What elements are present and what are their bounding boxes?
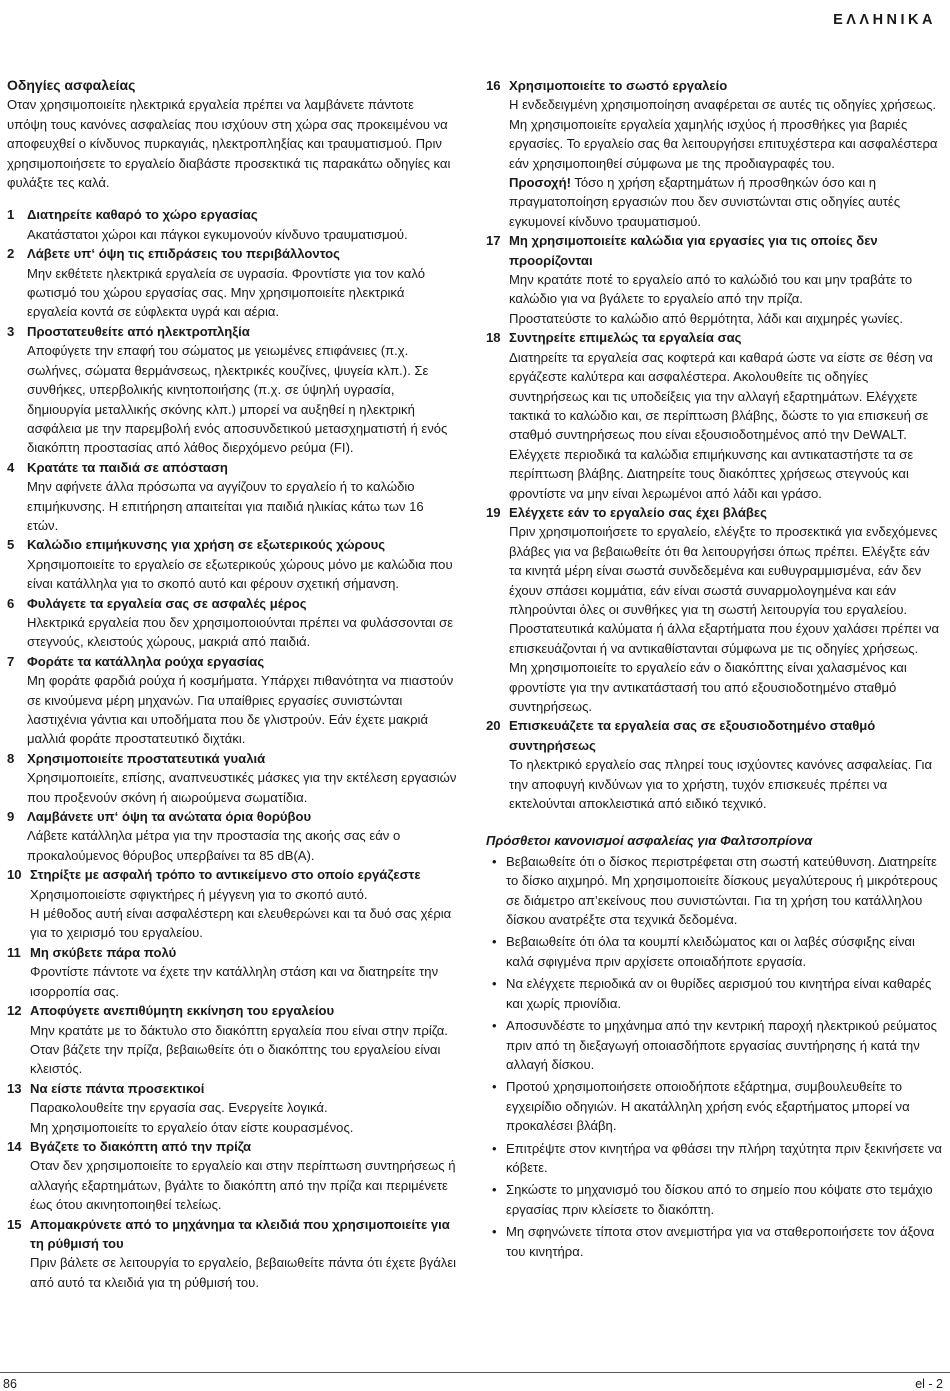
item-number: 18	[486, 330, 501, 346]
right-column	[486, 76, 942, 1264]
item-body	[30, 885, 457, 943]
note-text: Τόσο η χρήση εξαρτημάτων ή προσθηκών όσο και η πραγματοποίηση εργασιών που δεν συνιστώνται στις οδηγίες αυτές εγκυμονεί κίνδυνο τραυματισμού.	[509, 175, 901, 229]
item-body	[30, 1156, 457, 1214]
item-title: Διατηρείτε καθαρό το χώρο εργασίας	[27, 207, 258, 223]
safety-item	[486, 328, 942, 503]
bullet-item	[486, 1077, 942, 1135]
item-title: Ελέγχετε εάν το εργαλείο σας έχει βλάβες	[509, 504, 767, 520]
bullet-item	[486, 932, 942, 971]
safety-item	[486, 503, 942, 716]
item-paragraph: Η ενδεδειγμένη χρησιμοποίηση αναφέρεται σε αυτές τις οδηγίες χρήσεως. Μη χρησιμοποιείτε εργαλεία χαμηλής ισχύος ή προσθήκες για βαριές εργασίες. Το εργαλείο σας θα λειτουργήσει επιτυχέστερα και ασφαλέστερα εάν χρησιμοποιηθεί σύμφωνα με της προδιαγραφές του.	[509, 97, 938, 171]
bullet-text: Βεβαιωθείτε ότι όλα τα κουμπί κλειδώματος και οι λαβές σύσφιξης είναι καλά σφιγμένα πριν αρχίσετε οποιαδήποτε εργασία.	[506, 934, 915, 969]
safety-item	[7, 322, 457, 458]
bullet-item	[486, 1222, 942, 1261]
item-number: 12	[7, 1003, 22, 1019]
item-number: 11	[7, 944, 21, 960]
item-paragraph: Διατηρείτε τα εργαλεία σας κοφτερά και καθαρά ώστε να είστε σε θέση να εργάζεστε καλύτερα και ασφαλέστερα. Ακολουθείτε τις οδηγίες συντηρήσεως και τις υποδείξεις για την αλλαγή εξαρτημάτων. Ελέγχετε τακτικά το καλώδιο και, σε περίπτωση βλάβης, δώστε το για επισκευή σε σταθμό συντηρήσεως που είναι εξουσιοδοτημένος από την DeWALT. Ελέγχετε περιοδικά τα καλώδια επιμήκυνσης και αντικαταστήστε τα σε περίπτωση βλάβης. Διατηρείτε τους διακόπτες χρήσεως στεγνούς και φροντίστε να μην είναι λερωμένοι από λάδι και γράσο.	[509, 349, 933, 501]
safety-item	[7, 458, 457, 536]
item-paragraph: Χρησιμοποιείτε το εργαλείο σε εξωτερικούς χώρους μόνο με καλώδια που είναι κατάλληλα για το σκοπό αυτό και φέρουν σχετική σήμανση.	[27, 556, 453, 592]
item-title: Χρησιμοποιείτε προστατευτικά γυαλιά	[27, 750, 266, 766]
language-header: ΕΛΛΗΝΙΚΑ	[833, 12, 936, 28]
safety-list-right	[486, 76, 942, 813]
item-paragraph: Μην εκθέτετε ηλεκτρικά εργαλεία σε υγρασία. Φροντίστε για τον καλό φωτισμό του χώρου εργασίας σας. Μην χρησιμοποιείτε ηλεκτρικά εργαλεία κοντά σε εύφλεκτα υγρά και αέρια.	[27, 265, 425, 320]
item-title: Επισκευάζετε τα εργαλεία σας σε εξουσιοδοτημένο σταθμό συντηρήσεως	[509, 718, 876, 753]
item-paragraph: Λάβετε κατάλληλα μέτρα για την προστασία της ακοής σας εάν ο προκαλούμενος θόρυβος υπερβαίνει τα 85 dB(A).	[27, 828, 401, 863]
additional-rules	[486, 831, 942, 1261]
item-body	[509, 755, 942, 813]
safety-item	[486, 76, 942, 231]
safety-item	[7, 807, 457, 865]
item-number: 1	[7, 207, 15, 223]
item-title: Βγάζετε το διακόπτη από την πρίζα	[30, 1138, 252, 1154]
page-number: 86	[3, 1377, 17, 1391]
item-number: 3	[7, 323, 15, 339]
safety-item	[7, 1215, 457, 1293]
section-title: Οδηγίες ασφαλείας	[7, 77, 136, 93]
item-body	[27, 264, 457, 322]
item-paragraph: Ηλεκτρικά εργαλεία που δεν χρησιμοποιούνται πρέπει να φυλάσσονται σε στεγνούς, κλειστούς χώρους, μακριά από παιδιά.	[27, 614, 454, 650]
note-label: Προσοχή!	[509, 175, 571, 191]
safety-item	[7, 205, 457, 244]
bullet-item	[486, 1016, 942, 1074]
safety-item	[7, 749, 457, 807]
bullet-icon: •	[492, 934, 497, 950]
item-number: 9	[7, 809, 15, 825]
left-column	[7, 76, 457, 1292]
safety-item	[486, 231, 942, 328]
item-body	[27, 555, 457, 594]
item-number: 19	[486, 504, 501, 520]
item-title: Λαμβάνετε υπ‘ όψη τα ανώτατα όρια θορύβου	[27, 809, 312, 825]
bullet-text: Βεβαιωθείτε ότι ο δίσκος περιστρέφεται στη σωστή κατεύθυνση. Διατηρείτε το δίσκο αιχμηρό. Μη χρησιμοποιείτε δίσκους μεγαλύτερους ή μικρότερους σε διάμετρο απ’εκείνους που συνιστώνται. Για τη χρήση του κατάλληλου δίσκου ανατρέξτε στα τεχνικά δεδομένα.	[506, 853, 938, 928]
item-number: 13	[7, 1080, 22, 1096]
bullet-text: Επιτρέψτε στον κινητήρα να φθάσει την πλήρη ταχύτητα πριν ξεκινήσετε να κόβετε.	[506, 1140, 942, 1175]
additional-rules-title: Πρόσθετοι κανονισμοί ασφαλείας για Φαλτσοπρίονα	[486, 833, 813, 849]
bullet-icon: •	[492, 1140, 497, 1156]
item-paragraph: Μην αφήνετε άλλα πρόσωπα να αγγίζουν το εργαλείο ή το καλώδιο επιμήκυνσης. Η επιτήρηση απαιτείται για παιδιά ηλικίας κάτω των 16 ετών.	[27, 479, 424, 533]
item-body	[27, 225, 457, 244]
item-paragraph: Παρακολουθείτε την εργασία σας. Ενεργείτε λογικά.	[30, 1100, 328, 1116]
item-body	[30, 1021, 457, 1079]
item-title: Στηρίξτε με ασφαλή τρόπο το αντικείμενο στο οποίο εργάζεστε	[30, 867, 421, 883]
bullet-icon: •	[492, 1224, 497, 1240]
bullet-item	[486, 974, 942, 1013]
item-number: 2	[7, 246, 15, 262]
item-paragraph: Ακατάστατοι χώροι και πάγκοι εγκυμονούν κίνδυνο τραυματισμού.	[27, 226, 408, 242]
item-title: Μη σκύβετε πάρα πολύ	[30, 944, 177, 960]
item-number: 17	[486, 233, 501, 249]
item-paragraph: Πριν βάλετε σε λειτουργία το εργαλείο, βεβαιωθείτε πάντα ότι έχετε βγάλει από αυτό τα κλειδιά για τη ρύθμισή του.	[30, 1255, 457, 1290]
item-paragraph: Μη χρησιμοποιείτε το εργαλείο εάν ο διακόπτης είναι χαλασμένος και φροντίστε για την αντικατάστασή του από εξουσιοδοτημένο σταθμό συντηρήσεως.	[509, 660, 907, 714]
item-paragraph: Οταν δεν χρησιμοποιείτε το εργαλείο και στην περίπτωση συντηρήσεως ή αλλαγής εξαρτημάτων, βγάλτε το διακόπτη από την πρίζα και περιμένετε έως ότου ακινητοποιηθεί τελείως.	[30, 1158, 456, 1213]
bullet-icon: •	[492, 1079, 497, 1095]
item-number: 20	[486, 718, 501, 734]
item-number: 10	[7, 867, 22, 883]
item-title: Φυλάγετε τα εργαλεία σας σε ασφαλές μέρος	[27, 595, 307, 611]
bullet-icon: •	[492, 1018, 497, 1034]
item-number: 14	[7, 1138, 22, 1154]
item-number: 5	[7, 537, 15, 553]
item-title: Λάβετε υπ‘ όψη τις επιδράσεις του περιβάλλοντος	[27, 246, 340, 262]
item-number: 8	[7, 750, 15, 766]
item-body	[27, 671, 457, 749]
item-title: Να είστε πάντα προσεκτικοί	[30, 1080, 205, 1096]
bullet-text: Προτού χρησιμοποιήσετε οποιοδήποτε εξάρτημα, συμβουλευθείτε το εγχειρίδιο οδηγιών. Η ακατάλληλη χρήση ενός εξαρτήματος μπορεί να προκαλέσει βλάβη.	[506, 1079, 910, 1134]
item-title: Συντηρείτε επιμελώς τα εργαλεία σας	[509, 330, 742, 346]
bullet-icon: •	[492, 853, 497, 869]
intro-paragraph: Οταν χρησιμοποιείτε ηλεκτρικά εργαλεία πρέπει να λαμβάνετε πάντοτε υπόψη τους κανόνες ασφαλείας που ισχύουν στη χώρα σας προκειμένου να αποφευχθεί ο κίνδυνος πυρκαγιάς, ηλεκτροπληξίας και τραυματισμού. Πριν χρησιμοποιήσετε το εργαλείο διαβάστε προσεκτικά τις παρακάτω οδηγίες και φυλάξτε τες καλά.	[7, 97, 451, 191]
item-paragraph: Προστατεύστε το καλώδιο από θερμότητα, λάδι και αιχμηρές γωνίες.	[509, 310, 903, 326]
item-paragraph: Πριν χρησιμοποιήσετε το εργαλείο, ελέγξτε το προσεκτικά για ενδεχόμενες βλάβες για να βεβαιωθείτε ότι θα λειτουργήσει όπως πρέπει. Ελέγξτε εάν τα κινητά μέρη είναι σωστά συνδεδεμένα και ευθυγραμμισμένα, εάν δεν έχουν σπάσει κομμάτια, εάν είναι σωστά συναρμολογημένα και εάν πληρούνται όλες οι συνθήκες για τη σωστή λειτουργία του εργαλείου. Προστατευτικά καλύματα ή άλλα εξαρτήματα που έχουν χαλάσει πρέπει να επισκευάζονται ή να αντικαθίστανται σύμφωνα με τις οδηγίες χρήσεως.	[509, 524, 940, 656]
bullet-icon: •	[492, 1182, 497, 1198]
item-paragraph: Η μέθοδος αυτή είναι ασφαλέστερη και ελευθερώνει και τα δυό σας χέρια για το χειρισμό του εργαλείου.	[30, 906, 452, 941]
item-number: 4	[7, 459, 15, 475]
item-body	[27, 768, 457, 807]
item-body	[27, 477, 457, 535]
safety-item	[7, 594, 457, 652]
item-paragraph: Μην κρατάτε ποτέ το εργαλείο από το καλώδιό του και μην τραβάτε το καλώδιο για να βγάλετε το εργαλείο από την πρίζα.	[509, 272, 913, 307]
safety-item	[7, 652, 457, 749]
safety-item	[7, 943, 457, 1001]
item-paragraph: Το ηλεκτρικό εργαλείο σας πληρεί τους ισχύοντες κανόνες ασφαλείας. Για την αποφυγή κινδύνων για το χρήστη, τυχόν επισκευές πρέπει να εκτελούνται αποκλειστικά από ειδικό τεχνικό.	[509, 757, 933, 812]
bullet-item	[486, 852, 942, 930]
item-title: Καλώδιο επιμήκυνσης για χρήση σε εξωτερικούς χώρους	[27, 537, 386, 553]
item-body	[509, 522, 942, 716]
item-body	[30, 962, 457, 1001]
item-number: 7	[7, 653, 15, 669]
item-title: Χρησιμοποιείτε το σωστό εργαλείο	[509, 78, 728, 93]
item-body	[27, 613, 457, 652]
item-number: 16	[486, 78, 501, 93]
item-body	[509, 270, 942, 328]
item-paragraph: Μη χρησιμοποιείτε το εργαλείο όταν είστε κουρασμένος.	[30, 1119, 354, 1135]
item-paragraph: Χρησιμοποιείστε σφιγκτήρες ή μέγγενη για το σκοπό αυτό.	[30, 886, 368, 902]
safety-item	[7, 535, 457, 593]
safety-item	[7, 1001, 457, 1079]
page-footer	[0, 1372, 950, 1389]
item-body	[30, 1098, 457, 1137]
safety-list-left	[7, 205, 457, 1292]
bullet-icon: •	[492, 976, 497, 992]
item-body	[30, 1253, 457, 1292]
safety-item	[486, 716, 942, 813]
item-paragraph: Χρησιμοποιείτε, επίσης, αναπνευστικές μάσκες για την εκτέλεση εργασιών που προξενούν σκόνη ή αιωρούμενα σωματίδια.	[27, 770, 457, 805]
item-body	[509, 348, 942, 503]
item-title: Προστατευθείτε από ηλεκτροπληξία	[27, 323, 250, 339]
additional-rules-list	[486, 852, 942, 1261]
safety-item	[7, 1137, 457, 1215]
bullet-item	[486, 1139, 942, 1178]
safety-item	[7, 1079, 457, 1137]
safety-item	[7, 244, 457, 322]
bullet-text: Αποσυνδέστε το μηχάνημα από την κεντρική παροχή ηλεκτρικού ρεύματος πριν από τη διεξαγωγή οποιασδήποτε εργασίας συντήρησης ή κατά την αλλαγή δίσκου.	[506, 1018, 937, 1072]
item-paragraph: Μην κρατάτε με το δάκτυλο στο διακόπτη εργαλεία που είναι στην πρίζα. Οταν βάζετε την πρίζα, βεβαιωθείτε ότι ο διακόπτης του εργαλείου είναι κλειστός.	[30, 1022, 448, 1077]
item-note	[509, 173, 942, 231]
item-title: Αποφύγετε ανεπιθύμητη εκκίνηση του εργαλείου	[30, 1003, 335, 1019]
safety-item	[7, 865, 457, 943]
item-body	[27, 826, 457, 865]
item-title: Μη χρησιμοποιείτε καλώδια για εργασίες για τις οποίες δεν προορίζονται	[509, 233, 878, 268]
item-number: 6	[7, 595, 15, 611]
item-paragraph: Φροντίστε πάντοτε να έχετε την κατάλληλη στάση και να διατηρείτε την ισορροπία σας.	[30, 964, 439, 999]
item-body	[509, 95, 942, 231]
bullet-item	[486, 1180, 942, 1219]
item-number: 15	[7, 1216, 22, 1232]
item-title: Κρατάτε τα παιδιά σε απόσταση	[27, 459, 228, 475]
page-code: el - 2	[915, 1377, 943, 1391]
bullet-text: Να ελέγχετε περιοδικά αν οι θυρίδες αερισμού του κινητήρα είναι καθαρές και χωρίς πριονίδια.	[506, 976, 932, 1011]
item-paragraph: Μη φοράτε φαρδιά ρούχα ή κοσμήματα. Υπάρχει πιθανότητα να πιαστούν σε κινούμενα μέρη μηχανών. Για υπαίθριες εργασίες συνιστώνται λαστιχένια γάντια και υποδήματα που δε γλιστρούν. Εάν έχετε μακριά μαλλιά φοράτε προστατευτικό διχτάκι.	[27, 673, 454, 747]
item-title: Απομακρύνετε από το μηχάνημα τα κλειδιά που χρησιμοποιείτε για τη ρύθμισή του	[30, 1216, 450, 1251]
item-title: Φοράτε τα κατάλληλα ρούχα εργασίας	[27, 653, 265, 669]
bullet-text: Σηκώστε το μηχανισμό του δίσκου από το σημείο που κόψατε στο τεμάχιο εργασίας πριν κλείσετε το διακόπτη.	[506, 1182, 933, 1217]
item-body	[27, 341, 457, 457]
item-paragraph: Αποφύγετε την επαφή του σώματος με γειωμένες επιφάνειες (π.χ. σωλήνες, σώματα θερμάνσεως, ηλεκτρικές κουζίνες, ψυγεία κλπ.). Σε συνθήκες, υπερβολικής κινητοποιήσης (π.χ. σε ύψηλή υγρασία, δημιουργία μεταλλικής σκόνης κλπ.) μπορεί να αυξηθεί η ηλεκτρική ασφάλεια με την παρεμβολή ενός αποσυνδετικού μετασχηματιστή ή ενός διακόπτη προστασίας από λάθος διερχόμενο ρεύμα (FI).	[27, 343, 448, 456]
bullet-text: Μη σφηνώνετε τίποτα στον ανεμιστήρα για να σταθεροποιήσετε τον άξονα του κινητήρα.	[506, 1224, 935, 1259]
